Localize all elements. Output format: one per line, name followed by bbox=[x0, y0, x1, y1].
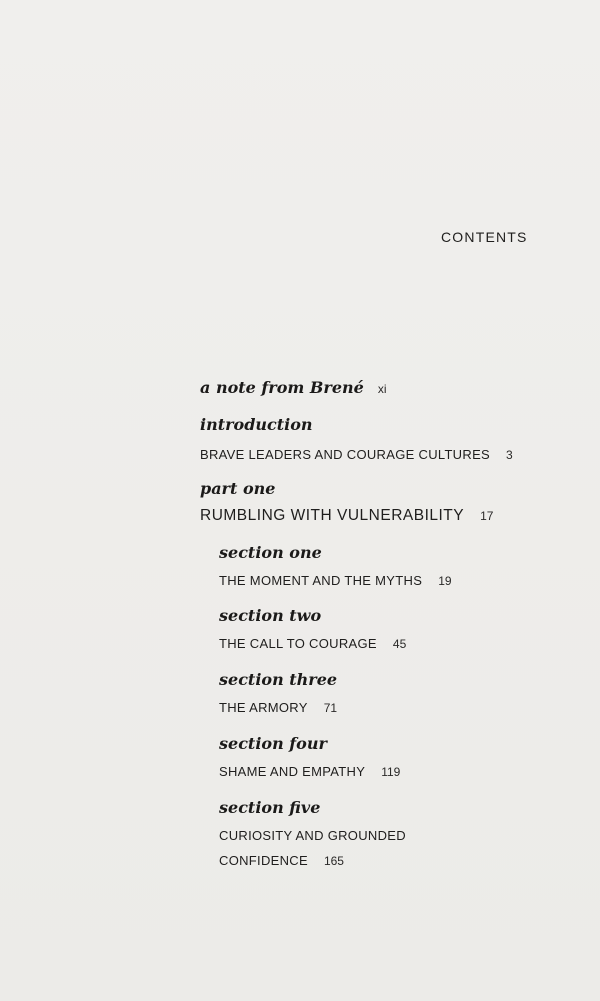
section-title: THE MOMENT AND THE MYTHS bbox=[219, 573, 423, 588]
section-label: section two bbox=[219, 606, 322, 625]
section-page-number: 165 bbox=[323, 854, 344, 868]
part-one-title: RUMBLING WITH VULNERABILITY bbox=[200, 507, 465, 524]
section-page-number: 71 bbox=[323, 701, 338, 715]
toc-section-three-label bbox=[219, 670, 337, 690]
toc-section-five-label bbox=[219, 798, 320, 818]
part-one-label: part one bbox=[200, 479, 276, 498]
toc-section-four-title bbox=[219, 763, 400, 781]
section-title: SHAME AND EMPATHY bbox=[219, 764, 366, 779]
note-page-number: xi bbox=[377, 382, 387, 396]
toc-entry-introduction-label bbox=[200, 415, 313, 435]
section-label: section one bbox=[219, 543, 322, 562]
toc-section-three-title bbox=[219, 699, 337, 717]
introduction-title: BRAVE LEADERS AND COURAGE CULTURES bbox=[200, 447, 491, 462]
toc-section-one-title bbox=[219, 572, 452, 590]
contents-heading: CONTENTS bbox=[441, 229, 528, 245]
section-label: section three bbox=[219, 670, 338, 689]
section-title: CURIOSITY AND GROUNDED bbox=[219, 828, 406, 843]
toc-entry-part-one-title bbox=[200, 507, 493, 525]
section-title: CONFIDENCE bbox=[219, 853, 308, 868]
section-label: section four bbox=[219, 734, 327, 753]
section-page-number: 45 bbox=[392, 637, 407, 651]
part-one-page-number: 17 bbox=[480, 509, 494, 523]
section-page-number: 119 bbox=[381, 765, 401, 779]
section-title: THE CALL TO COURAGE bbox=[219, 636, 377, 651]
introduction-label: introduction bbox=[200, 415, 313, 434]
introduction-page-number: 3 bbox=[506, 448, 513, 462]
toc-section-two-title bbox=[219, 635, 406, 653]
toc-section-five-title-line2 bbox=[219, 852, 344, 870]
toc-entry-note bbox=[200, 378, 386, 398]
toc-section-two-label bbox=[219, 606, 321, 626]
section-page-number: 19 bbox=[438, 574, 452, 588]
toc-section-five-title-line1 bbox=[219, 827, 406, 845]
toc-section-one-label bbox=[219, 543, 322, 563]
section-label: section five bbox=[219, 798, 321, 817]
section-title: THE ARMORY bbox=[219, 700, 308, 715]
toc-entry-introduction-title bbox=[200, 446, 513, 464]
toc-entry-part-one-label bbox=[200, 479, 275, 499]
note-label: a note from Brené bbox=[200, 378, 364, 397]
toc-section-four-label bbox=[219, 734, 327, 754]
